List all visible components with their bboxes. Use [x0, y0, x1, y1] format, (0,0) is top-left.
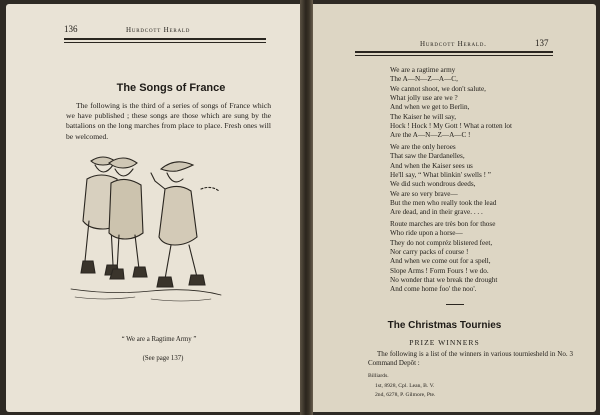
poem-line: We are the only heroes [390, 143, 456, 151]
poem-line: No wonder that we break the drought [390, 276, 498, 285]
poem-line: Slope Arms ! Form Fours ! we do. [390, 266, 489, 275]
poem-line: He'll say, “ What blinkin' swells ! ” [390, 171, 491, 180]
billiards-winner-1: 1st, 8928, Cpl. Lean, B. V. [375, 383, 435, 389]
poem-line: We are a ragtime army [390, 66, 456, 74]
header-rule-thin [355, 55, 553, 56]
book-gutter [300, 0, 313, 415]
poem-line: Hock ! Hock ! My Gott ! What a rotten lot [390, 122, 513, 131]
poem-line: And come home foo' the noo'. [390, 285, 477, 294]
poem-line: We did such wondrous deeds, [390, 180, 476, 189]
article-title: The Songs of France [116, 82, 226, 94]
see-page-note: (See page 137) [142, 355, 184, 362]
header-rule [355, 51, 553, 53]
poem-line: We are so very brave— [390, 189, 458, 198]
soldiers-illustration [61, 149, 226, 327]
poem-line: The Kaiser he will say, [390, 112, 456, 121]
page-number: 137 [535, 38, 549, 48]
poem-line: Are dead, and in their grave. . . . [390, 208, 483, 217]
poem-line: That saw the Dardanelles, [390, 152, 465, 161]
section-subtitle: PRIZE WINNERS [409, 338, 480, 347]
poem-line: But the men who really took the lead [390, 199, 497, 208]
section-intro: The following is a list of the winners in various tourniesheld in No. 3 Command Depôt : [368, 350, 573, 368]
poem-line: Are the A—N—Z—A—C ! [390, 131, 471, 140]
billiards-winner-2: 2nd, 6278, P. Gilmore, Pte. [375, 392, 436, 398]
billiards-label: Billiards. [368, 373, 389, 379]
poem-stanza-3 [390, 220, 600, 295]
poem-line: We cannot shoot, we don't salute, [390, 84, 486, 93]
running-head: Hurdcott Herald [126, 26, 191, 34]
running-head: Hurdcott Herald. [420, 40, 487, 48]
poem-line: They do not compréz blistered feet, [390, 238, 493, 247]
section-title: The Christmas Tournies [387, 320, 502, 331]
poem-line: Route marches are très bon for those [390, 220, 496, 228]
poem-line: Who ride upon a horse— [390, 229, 463, 238]
section-divider [446, 304, 464, 305]
poem-line: Nor carry packs of course ! [390, 248, 469, 257]
poem-stanza-1 [390, 66, 600, 141]
header-rule [64, 38, 266, 40]
poem-line: And when we come out for a spell, [390, 257, 491, 266]
left-page [6, 4, 300, 412]
poem-stanza-2 [390, 143, 600, 218]
poem-line: And when we get to Berlin, [390, 103, 470, 112]
illustration-caption: “ We are a Ragtime Army ” [121, 336, 197, 343]
right-page [313, 4, 596, 412]
article-intro: The following is the third of a series of songs of France which we have published ; these songs are those which are sung by the battalions on the long marches from place to place. Fresh ones will be welcomed. [66, 101, 271, 141]
header-rule-thin [64, 42, 266, 43]
poem-line: The A—N—Z—A—C, [390, 75, 458, 84]
page-number: 136 [64, 24, 78, 34]
poem-line: And when the Kaiser sees us [390, 161, 473, 170]
poem-line: What jolly use are we ? [390, 94, 458, 103]
